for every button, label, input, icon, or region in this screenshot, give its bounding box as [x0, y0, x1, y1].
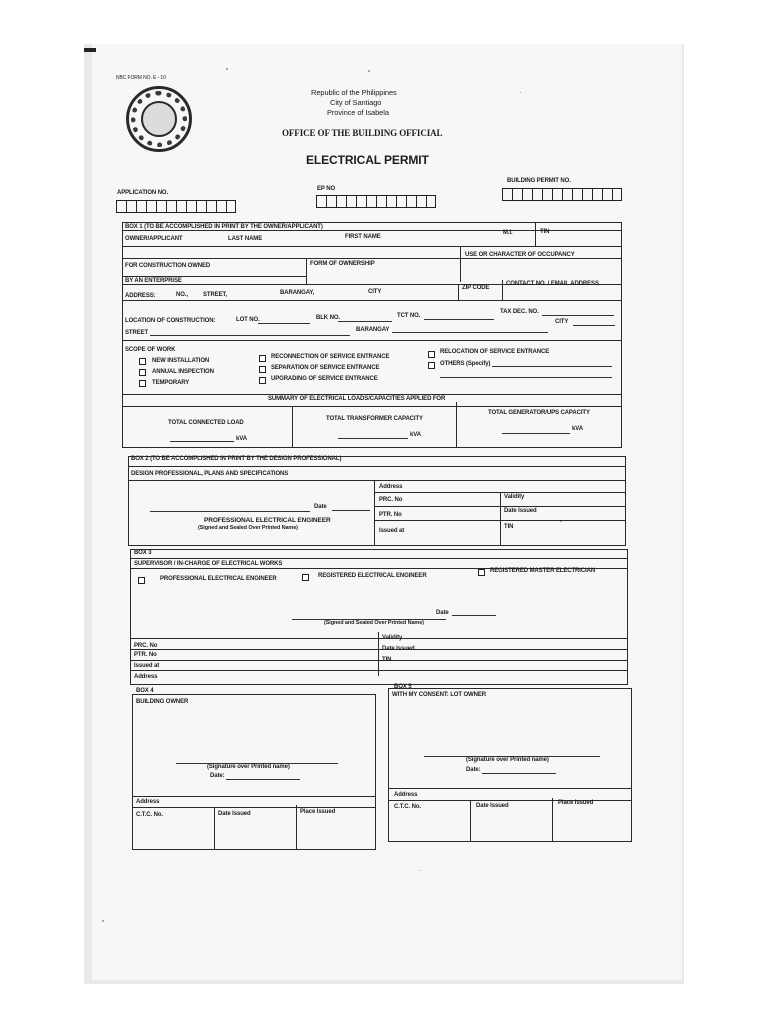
mi-label: M.I.	[503, 230, 513, 236]
tax-dec-line	[542, 315, 614, 316]
box5-divider	[470, 800, 471, 842]
box5-divider	[552, 798, 553, 842]
box2-divider	[374, 480, 375, 546]
box5-date-line	[482, 773, 556, 774]
box4-date-issued-label: Date Issued	[218, 811, 251, 817]
relocation-label: RELOCATION OF SERVICE ENTRANCE	[440, 349, 550, 355]
tct-no-label: TCT NO.	[397, 313, 421, 319]
box2-rule	[128, 480, 626, 481]
form-number: NBC FORM NO. E - 10	[116, 75, 166, 81]
reg-engineer-checkbox[interactable]	[302, 574, 309, 581]
box1-divider	[535, 222, 536, 246]
header-line3: Province of Isabela	[327, 108, 389, 117]
barangay2-label: BARANGAY	[356, 327, 390, 333]
total-generator-label: TOTAL GENERATOR/UPS CAPACITY	[488, 410, 590, 416]
building-permit-no-cells[interactable]	[502, 188, 622, 201]
box2-engineer-label: PROFESSIONAL ELECTRICAL ENGINEER	[204, 517, 331, 524]
ep-no-label: EP NO	[317, 186, 336, 192]
box2-signed-label: (Signed and Sealed Over Printed Name)	[198, 525, 298, 531]
edge-mark	[84, 48, 96, 52]
box5-date-issued-label: Date Issued	[476, 803, 509, 809]
box1-title: BOX 1 (TO BE ACCOMPLISHED IN PRINT BY THE OWNER/APPLICANT)	[125, 224, 323, 230]
box1-divider	[460, 246, 461, 282]
box5-address-label: Address	[394, 792, 418, 798]
box4-signature-label: (Signature over Printed name)	[207, 764, 290, 770]
box2-validity-label: Validity	[504, 494, 525, 500]
box2-rule	[128, 466, 626, 467]
relocation-checkbox[interactable]	[428, 351, 435, 358]
box3-ptr-label: PTR. No	[134, 652, 157, 658]
upgrading-label: UPGRADING OF SERVICE ENTRANCE	[271, 376, 378, 382]
box5-subtitle: WITH MY CONSENT: LOT OWNER	[392, 692, 486, 698]
box3-rule	[130, 638, 628, 639]
tin-label: TIN	[540, 229, 550, 235]
box4-subtitle: BUILDING OWNER	[136, 699, 189, 705]
box5-title: BOX 5	[394, 684, 412, 690]
box4-divider	[296, 805, 297, 850]
by-enterprise-label: BY AN ENTERPRISE	[125, 278, 182, 284]
box2-subtitle: DESIGN PROFESSIONAL, PLANS AND SPECIFICATIONS	[131, 471, 289, 477]
use-character-label: USE OR CHARACTER OF OCCUPANCY	[465, 252, 575, 258]
box3-rule	[130, 660, 628, 661]
master-electrician-label: REGISTERED MASTER ELECTRICIAN	[490, 568, 596, 574]
box5-place-issued-label: Place Issued	[558, 800, 594, 806]
address-street-label: STREET,	[203, 292, 227, 298]
others-checkbox[interactable]	[428, 362, 435, 369]
box3-title: BOX 3	[134, 550, 152, 556]
upgrading-checkbox[interactable]	[259, 377, 266, 384]
annual-inspection-checkbox[interactable]	[139, 369, 146, 376]
box2-date-label: Date	[314, 504, 327, 510]
prof-engineer-checkbox[interactable]	[138, 577, 145, 584]
tct-no-line	[424, 319, 494, 320]
box2-tin-label: TIN	[504, 524, 514, 530]
box3-issued-at-label: Issued at	[134, 663, 160, 669]
annual-inspection-label: ANNUAL INSPECTION	[152, 369, 214, 375]
box1-rule	[122, 276, 306, 277]
new-installation-label: NEW INSTALLATION	[152, 358, 210, 364]
box1-rule	[122, 406, 622, 407]
transformer-line	[338, 438, 408, 439]
address-no-label: NO.,	[176, 292, 188, 298]
separation-checkbox[interactable]	[259, 366, 266, 373]
box2-address-label: Address	[379, 484, 403, 490]
box5-rule	[388, 800, 632, 801]
address-city-label: CITY	[368, 289, 382, 295]
box1-rule	[122, 394, 622, 395]
city-seal	[126, 86, 192, 152]
lot-no-line	[258, 323, 310, 324]
box2-signature-line	[150, 511, 310, 512]
scan-speck	[368, 70, 370, 72]
seal-emblem	[141, 101, 177, 137]
box5-rule	[388, 788, 632, 789]
scan-speck	[226, 68, 228, 70]
box3-date-label: Date	[436, 610, 449, 616]
generator-line	[502, 433, 570, 434]
generator-kva: kVA	[572, 426, 583, 432]
blk-no-line	[338, 321, 392, 322]
box3-validity-label: Validity	[382, 635, 403, 641]
box5-signature-label: (Signature over Printed name)	[466, 757, 549, 763]
separation-label: SEPARATION OF SERVICE ENTRANCE	[271, 365, 380, 371]
location-label: LOCATION OF CONSTRUCTION:	[125, 318, 216, 324]
box1-divider	[306, 258, 307, 284]
box2-prc-label: PRC. No	[379, 497, 403, 503]
box3-rule	[130, 558, 628, 559]
connected-line	[170, 441, 234, 442]
box2-issued-at-label: Issued at	[379, 528, 405, 534]
box3-date-line	[452, 615, 496, 616]
scan-speck	[102, 920, 104, 922]
box3-prc-label: PRC. No	[134, 643, 158, 649]
box1-rule	[122, 300, 622, 301]
box4-place-issued-label: Place Issued	[300, 809, 336, 815]
reconnection-label: RECONNECTION OF SERVICE ENTRANCE	[271, 354, 390, 360]
street2-line	[150, 335, 350, 336]
header-line2: City of Santiago	[330, 98, 382, 107]
box2-frame	[128, 456, 626, 546]
box1-divider	[456, 402, 457, 448]
form-title: ELECTRICAL PERMIT	[306, 153, 429, 167]
box2-date-issued-label: Date Issued	[504, 508, 537, 514]
box3-subtitle: SUPERVISOR / IN-CHARGE OF ELECTRICAL WORKS	[134, 561, 283, 567]
box4-address-label: Address	[136, 799, 160, 805]
owner-label: OWNER/APPLICANT	[125, 236, 183, 242]
box1-rule	[122, 246, 622, 247]
box4-rule	[132, 807, 376, 808]
lot-no-label: LOT NO.	[236, 317, 260, 323]
box4-title: BOX 4	[136, 688, 154, 694]
box3-date-issued-label: Date Issued	[382, 646, 415, 652]
box1-divider	[458, 284, 459, 300]
box3-rule	[130, 649, 628, 650]
others-line	[492, 366, 612, 367]
city2-label: CITY	[555, 319, 569, 325]
new-installation-checkbox[interactable]	[139, 358, 146, 365]
box2-date-line	[332, 510, 370, 511]
master-electrician-checkbox[interactable]	[478, 569, 485, 576]
scope-label: SCOPE OF WORK	[125, 347, 176, 353]
box3-rule	[130, 670, 628, 671]
temporary-checkbox[interactable]	[139, 380, 146, 387]
prof-engineer-label: PROFESSIONAL ELECTRICAL ENGINEER	[160, 576, 277, 582]
box1-divider	[502, 280, 503, 300]
application-no-label: APPLICATION NO.	[117, 190, 169, 196]
city2-line	[573, 325, 615, 326]
box1-rule	[122, 340, 622, 341]
for-construction-label: FOR CONSTRUCTION OWNED	[125, 263, 211, 269]
box1-divider	[292, 406, 293, 448]
reg-engineer-label: REGISTERED ELECTRICAL ENGINEER	[318, 573, 427, 579]
office-title: OFFICE OF THE BUILDING OFFICIAL	[282, 128, 443, 138]
last-name-label: LAST NAME	[228, 236, 263, 242]
summary-label: SUMMARY OF ELECTRICAL LOADS/CAPACITIES APPLIED FOR	[268, 396, 446, 402]
box5-frame	[388, 688, 632, 842]
scan-speck	[420, 870, 421, 871]
connected-kva: kVA	[236, 436, 247, 442]
scan-speck	[520, 92, 521, 93]
box4-frame	[132, 694, 376, 850]
box5-date-label: Date:	[466, 767, 481, 773]
first-name-label: FIRST NAME	[345, 234, 381, 240]
address-barangay-label: BARANGAY,	[280, 290, 315, 296]
box4-date-line	[226, 779, 300, 780]
box3-signed-label: (Signed and Sealed Over Printed Name)	[324, 620, 424, 626]
building-permit-no-label: BUILDING PERMIT NO.	[507, 178, 571, 184]
box4-ctc-label: C.T.C. No.	[136, 812, 163, 818]
temporary-label: TEMPORARY	[152, 380, 190, 386]
form-ownership-label: FORM OF OWNERSHIP	[310, 261, 375, 267]
box4-rule	[132, 796, 376, 797]
box4-divider	[214, 807, 215, 850]
ep-no-cells[interactable]	[316, 195, 436, 208]
box3-address-label: Address	[134, 674, 158, 680]
barangay2-line	[392, 332, 548, 333]
transformer-kva: kVA	[410, 432, 421, 438]
box5-ctc-label: C.T.C. No.	[394, 804, 421, 810]
application-no-cells[interactable]	[116, 200, 236, 213]
header-line1: Republic of the Philippines	[311, 88, 397, 97]
others-label: OTHERS (Specify)	[440, 361, 491, 367]
tax-dec-label: TAX DEC. NO.	[500, 309, 539, 315]
blk-no-label: BLK NO.	[316, 315, 340, 321]
box3-tin-label: TIN	[382, 657, 392, 663]
total-transformer-label: TOTAL TRANSFORMER CAPACITY	[326, 416, 423, 422]
zip-label: ZIP CODE	[462, 285, 490, 291]
box2-ptr-label: PTR. No	[379, 512, 402, 518]
street2-label: STREET	[125, 330, 149, 336]
box2-divider	[500, 492, 501, 546]
contact-label: CONTACT NO. / EMAIL ADDRESS	[506, 281, 599, 287]
reconnection-checkbox[interactable]	[259, 355, 266, 362]
box2-title: BOX 2 (TO BE ACCOMPLISHED IN PRINT BY THE DESIGN PROFESSIONAL)	[131, 456, 342, 462]
address-label: ADDRESS:	[125, 293, 156, 299]
total-connected-label: TOTAL CONNECTED LOAD	[168, 420, 244, 426]
others-line-2	[440, 377, 612, 378]
box4-date-label: Date:	[210, 773, 225, 779]
